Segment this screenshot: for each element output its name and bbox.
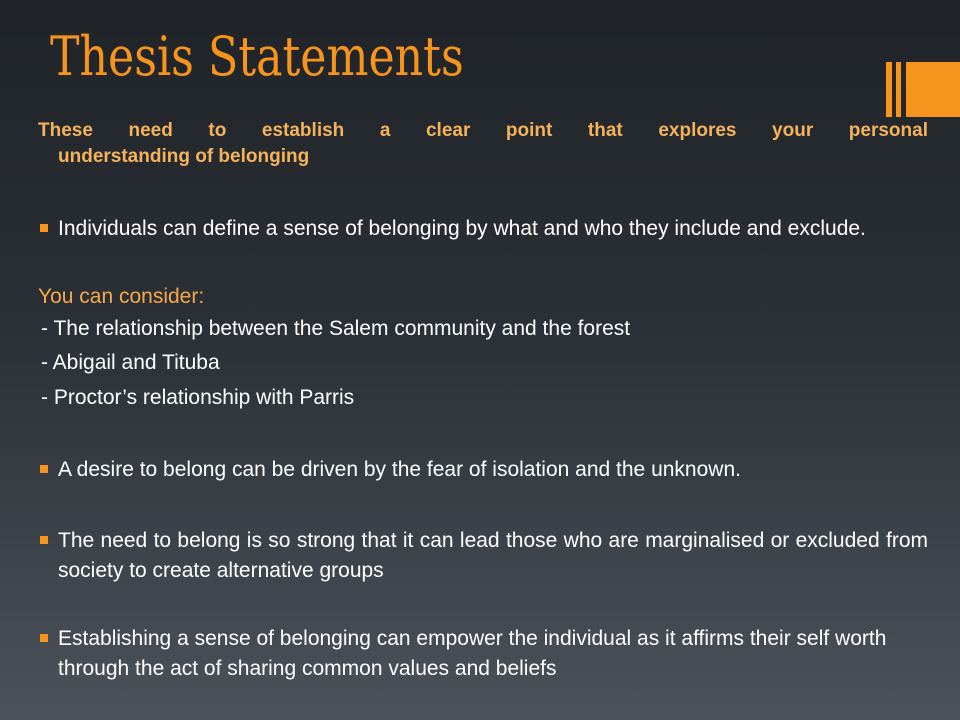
bullet-item — [38, 214, 928, 244]
slide-title: Thesis Statements — [50, 25, 464, 88]
decorative-bar — [896, 62, 901, 117]
bullet-text: The need to belong is so strong that it can lead those who are marginalised or excluded from society to create alternative groups — [58, 529, 928, 582]
bullet-text: Establishing a sense of belonging can empower the individual as it affirms their self worth through the act of sharing common values and beliefs — [58, 627, 887, 680]
intro-line-2: understanding of belonging — [58, 146, 310, 167]
intro-text — [38, 118, 928, 170]
bullet-item — [38, 455, 928, 485]
intro-line-1: These need to establish a clear point that explores your personal — [38, 120, 928, 141]
square-bullet-icon — [40, 224, 48, 232]
bullet-item — [38, 624, 928, 684]
consider-item: - The relationship between the Salem community and the forest — [41, 317, 631, 340]
square-bullet-icon — [40, 536, 48, 544]
consider-item: - Proctor’s relationship with Parris — [41, 386, 355, 409]
consider-item: - Abigail and Tituba — [41, 351, 220, 374]
bullet-text: Individuals can define a sense of belonging by what and who they include and exclude. — [58, 217, 866, 240]
bullet-item — [38, 526, 928, 586]
consider-heading: You can consider: — [38, 285, 205, 308]
decorative-bar — [886, 62, 892, 117]
bullet-text: A desire to belong can be driven by the fear of isolation and the unknown. — [58, 458, 741, 481]
square-bullet-icon — [40, 465, 48, 473]
square-bullet-icon — [40, 634, 48, 642]
decorative-block — [906, 62, 960, 117]
